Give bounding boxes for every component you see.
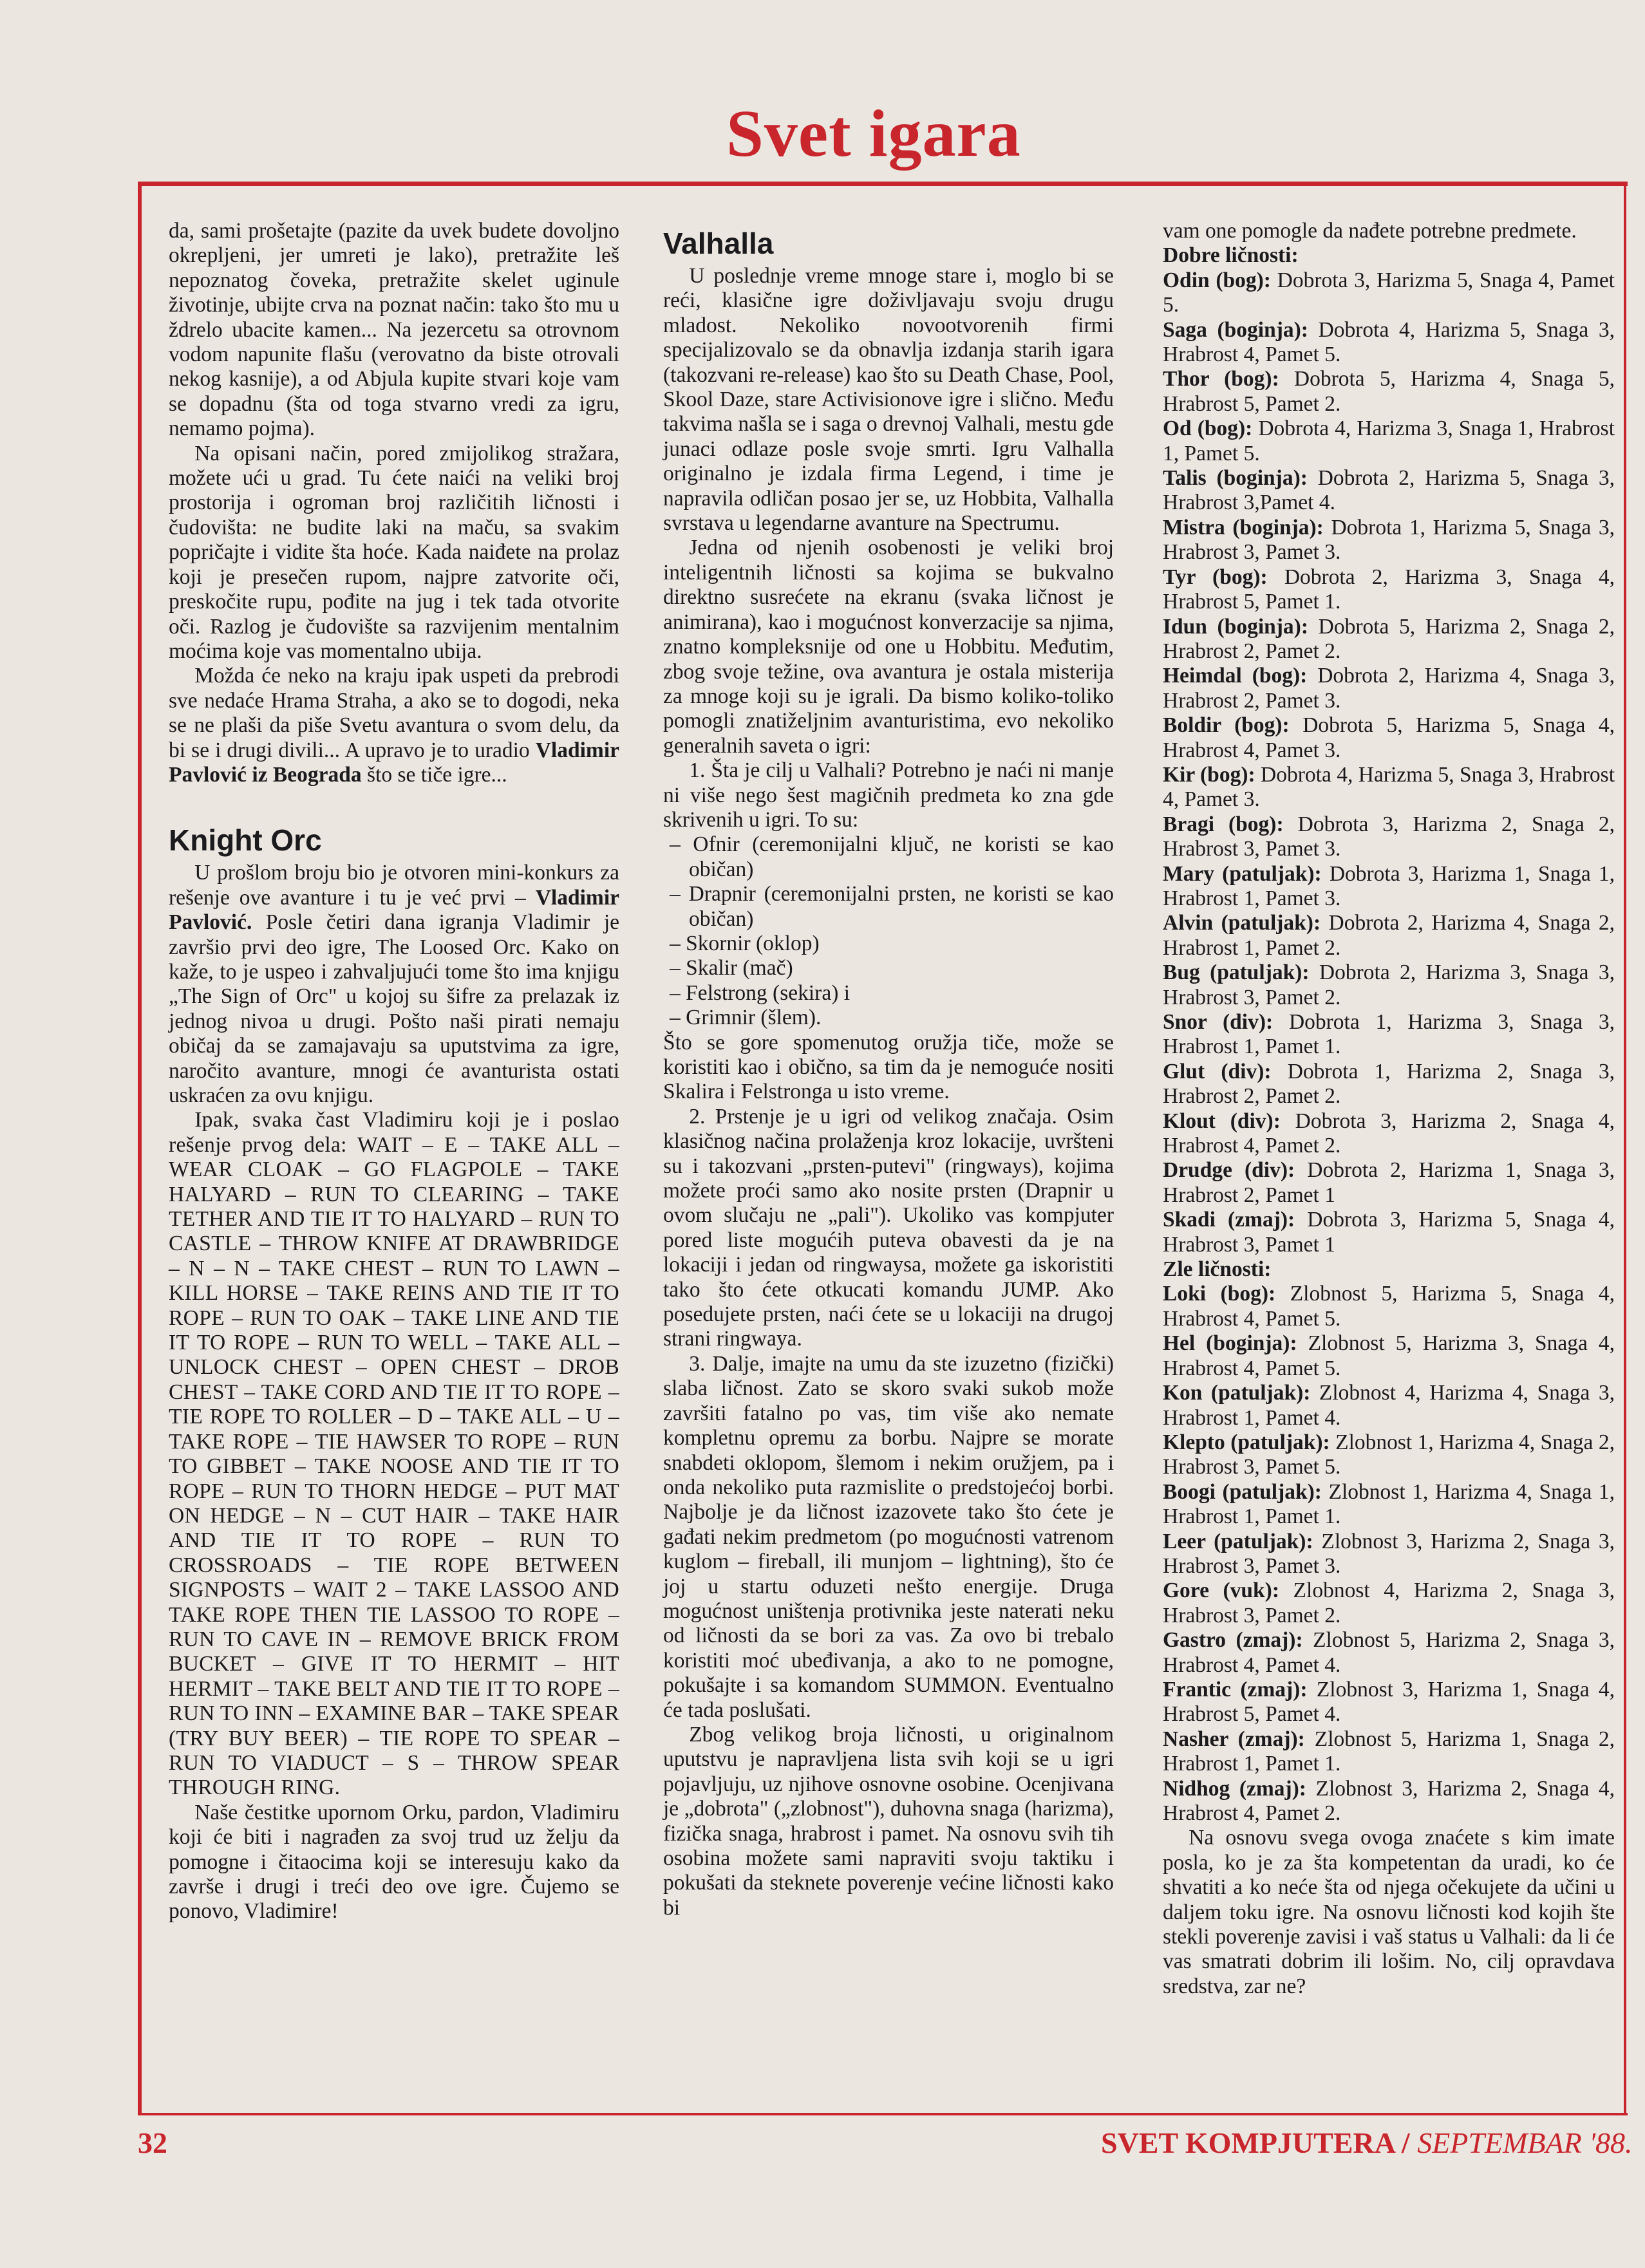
character-entry (1163, 615, 1615, 664)
author-name: Vladimir Pavlović iz Beograda (169, 738, 619, 787)
character-name: Nasher (zmaj): (1163, 1727, 1305, 1751)
character-entry (1163, 1060, 1615, 1109)
character-name: Mistra (boginja): (1163, 515, 1324, 539)
character-entry (1163, 1480, 1615, 1530)
character-name: Hel (boginja): (1163, 1331, 1297, 1356)
character-entry (1163, 1158, 1615, 1208)
character-entry (1163, 1282, 1615, 1331)
good-characters-list (1163, 268, 1615, 1257)
character-stats: Zlobnost 3, Harizma 2, Snaga 4, Hrabrost 4, Pamet 2. (1163, 1776, 1615, 1825)
column-left (169, 219, 619, 1924)
character-name: Klout (div): (1163, 1109, 1281, 1133)
character-name: Gastro (zmaj): (1163, 1628, 1303, 1653)
character-entry (1163, 713, 1615, 763)
character-entry (1163, 1331, 1615, 1381)
character-stats: Dobrota 4, Harizma 5, Snaga 3, Hrabrost 4, Pamet 3. (1163, 762, 1615, 812)
character-name: Alvin (patuljak): (1163, 911, 1321, 935)
character-entry (1163, 812, 1615, 862)
paragraph: Na opisani način, pored zmijolikog stražara, možete ući u grad. Tu ćete naići na veliki broj prostorija i ogroman broj različitih ličnosti i čudovišta: ne budite laki na maču, sa svakim popričajte i vidite šta hoće. Kada naiđete na prolaz koji je presečen rupom, najpre zatvorite oči, preskočite rupu, pođite na jug i tek tada otvorite oči. Razlog je čudovište sa razvijenim mentalnim moćima koje vas momentalno ubija. (169, 441, 619, 663)
list-item: – Drapnir (ceremonijalni prsten, ne koristi se kao običan) (670, 882, 1114, 931)
header-rule (138, 182, 1628, 186)
character-entry (1163, 911, 1615, 961)
character-name: Nidhog (zmaj): (1163, 1776, 1306, 1801)
character-name: Odin (bog): (1163, 268, 1271, 292)
magazine-name: SVET KOMPJUTERA / (1101, 2126, 1410, 2159)
character-entry (1163, 1530, 1615, 1579)
page-number: 32 (138, 2126, 167, 2159)
character-name: Kon (patuljak): (1163, 1381, 1311, 1405)
character-entry (1163, 565, 1615, 615)
character-stats: Dobrota 5, Harizma 2, Snaga 2, Hrabrost 2, Pamet 2. (1163, 614, 1615, 663)
evil-characters-list (1163, 1282, 1615, 1826)
paragraph: Na osnovu svega ovoga znaćete s kim imate posla, ko je za šta kompetentan da uradi, ko će shvatiti a ko neće šta od njega očekujete da učini u daljem toku igre. Na osnovu ličnosti kod kojih šte stekli poverenje zavisi i vaš status u Valhali: da li će vas smatrati dobrim ili lošim. No, cilj opravdava sredstva, zar ne? (1163, 1826, 1615, 1998)
character-name: Talis (boginja): (1163, 466, 1308, 491)
character-stats: Dobrota 5, Harizma 4, Snaga 5, Hrabrost 5, Pamet 2. (1163, 367, 1615, 416)
character-stats: Zlobnost 4, Harizma 2, Snaga 3, Hrabrost 3, Pamet 2. (1163, 1579, 1615, 1627)
paragraph: 2. Prstenje je u igri od velikog značaja. Osim klasičnog načina prolaženja kroz lokacije, uvršteni su i takozvani „prsten-putevi" (ringways), kojima možete proći samo ako nosite prsten (Drapnir u ovom slučaju ne „pali"). Ukoliko vas kompjuter pored liste mogućih puteva obavesti da je na lokaciji i jedan od ringwaysa, možete ga iskoristiti tako što ćete otkucati komandu JUMP. Ako posedujete prsten, naći ćete se u lokaciji na drugoj strani ringwaya. (663, 1104, 1114, 1351)
character-name: Saga (boginja): (1163, 317, 1308, 342)
character-entry (1163, 1010, 1615, 1060)
issue-date: SEPTEMBAR '88. (1417, 2126, 1633, 2159)
character-entry (1163, 268, 1615, 318)
character-name: Loki (bog): (1163, 1282, 1276, 1306)
character-entry (1163, 1208, 1615, 1257)
character-stats: Zlobnost 1, Harizma 4, Snaga 2, Hrabrost 3, Pamet 5. (1163, 1430, 1615, 1479)
paragraph-text: Posle četiri dana igranja Vladimir je završio prvi deo igre, The Loosed Orc. Kako on kaže, to je uspeo i zahvaljujući tome što ima knjigu „The Sign of Orc" u kojoj su šifre za prelazak iz jednog nivoa u drugi. Pošto naši pirati nemaju običaj da se zamajavaju sa uputstvima za igre, naročito avanture, mnogi će avanturista ostati uskraćen za ovu knjigu. (169, 910, 619, 1107)
character-name: Snor (div): (1163, 1010, 1274, 1034)
character-entry (1163, 1678, 1615, 1727)
paragraph: 1. Šta je cilj u Valhali? Potrebno je naći ni manje ni više nego šest magičnih predmeta ko zna gde skrivenih u igri. To su: (663, 758, 1114, 832)
list-item: – Skalir (mač) (670, 956, 793, 980)
character-name: Thor (bog): (1163, 367, 1279, 391)
character-entry (1163, 1727, 1615, 1777)
paragraph: U poslednje vreme mnoge stare i, moglo bi se reći, klasične igre doživljavaju svoju drugu mladost. Nekoliko novootvorenih firmi specijalizovalo se da obnavlja izdanja starih igara (takozvani re-release) kao što su Death Chase, Pool, Skool Daze, stare Activisionove igre i slično. Među takvima našla se i saga o drevnoj Valhali, mestu gde junaci odlaze posle svoje smrti. Igru Valhalla originalno je izdala firma Legend, i time je napravila odličan posao jer se, uz Hobbita, Valhalla svrstava u legendarne avanture na Spectrumu. (663, 264, 1114, 536)
character-stats: Zlobnost 5, Harizma 3, Snaga 4, Hrabrost 4, Pamet 5. (1163, 1331, 1615, 1380)
paragraph-text: Možda će neko na kraju ipak uspeti da prebrodi sve nedaće Hrama Straha, a ako se to dogodi, neka se ne plaši da piše Svetu avantura o svom delu, da bi se i drugi divili... A upravo je to uradio (169, 664, 619, 762)
character-stats: Dobrota 3, Harizma 5, Snaga 4, Hrabrost 3, Pamet 1 (1163, 1208, 1615, 1257)
paragraph: da, sami prošetajte (pazite da uvek budete dovoljno okrepljeni, jer umreti je lako), pretražite leš nepoznatog čoveka, pretražite skelet uginule životinje, ubijte crva na poznat način: tako što mu u ždrelo ubacite kamen... Na jezercetu sa otrovnom vodom napunite flašu (verovatno da biste otrovali nekog kasnije), a od Abjula kupite stvari koje vam se dopadnu (šta od toga stvarno vredi za igru, nemamo pojma). (169, 219, 619, 441)
column-right (1163, 219, 1615, 1999)
character-entry (1163, 417, 1615, 466)
paragraph (169, 664, 619, 787)
list-item: – Grimnir (šlem). (670, 1006, 822, 1030)
character-name: Bug (patuljak): (1163, 961, 1310, 985)
character-name: Skadi (zmaj): (1163, 1208, 1295, 1232)
character-entry (1163, 763, 1615, 812)
character-name: Leer (patuljak): (1163, 1529, 1313, 1553)
character-stats: Dobrota 4, Harizma 5, Snaga 3, Hrabrost 4, Pamet 5. (1163, 317, 1615, 367)
left-border-rule (138, 182, 142, 2113)
character-name: Bragi (bog): (1163, 812, 1284, 836)
paragraph (169, 861, 619, 1108)
character-stats: Dobrota 2, Harizma 3, Snaga 3, Hrabrost 3, Pamet 2. (1163, 961, 1615, 1009)
character-entry (1163, 1579, 1615, 1628)
character-stats: Dobrota 2, Harizma 3, Snaga 4, Hrabrost 5, Pamet 1. (1163, 565, 1615, 614)
character-name: Od (bog): (1163, 417, 1253, 441)
character-stats: Zlobnost 3, Harizma 2, Snaga 3, Hrabrost 3, Pamet 3. (1163, 1529, 1615, 1578)
paragraph: Jedna od njenih osobenosti je veliki broj inteligentnih ličnosti sa kojima se bukvalno direktno susrećete na ekranu (svaka ličnost je animirana), kao i mogućnost konverzacije sa njima, znatno kompleksnije od one u Hobbitu. Međutim, zbog svoje težine, ova avantura je ostala misterija za mnoge koji su je igrali. Da bismo koliko-toliko pomogli znatiželjnim avanturistima, evo nekoliko generalnih saveta o igri: (663, 536, 1114, 758)
character-name: Boldir (bog): (1163, 713, 1290, 738)
character-entry (1163, 664, 1615, 713)
paragraph: Naše čestitke upornom Orku, pardon, Vladimiru koji će biti i nagrađen za svoj trud uz želju da pomogne i čitaocima koji se interesuju kako da završe i drugi i treći deo ove igre. Čujemo se ponovo, Vladimire! (169, 1800, 619, 1924)
character-stats: Dobrota 2, Harizma 4, Snaga 3, Hrabrost 2, Pamet 3. (1163, 664, 1615, 713)
character-stats: Dobrota 1, Harizma 5, Snaga 3, Hrabrost 3, Pamet 3. (1163, 515, 1615, 565)
character-name: Idun (boginja): (1163, 614, 1308, 639)
article-heading-knight-orc: Knight Orc (169, 823, 322, 858)
character-stats: Dobrota 5, Harizma 5, Snaga 4, Hrabrost 4, Pamet 3. (1163, 713, 1615, 762)
character-stats: Dobrota 1, Harizma 2, Snaga 3, Hrabrost 2, Pamet 2. (1163, 1059, 1615, 1109)
paragraph: 3. Dalje, imajte na umu da ste izuzetno (fizički) slaba ličnost. Zato se skoro svaki sukob može završiti fatalno po vas, tim više ako nemate kompletnu opremu za borbu. Najpre se morate snabdeti oklopom, šlemom i nekim oružjem, pa i onda nekoliko puta razmislite o predstojećoj borbi. Najbolje je da ličnost izazovete tako što ćete je gađati nekim predmetom (po mogućnosti vatrenom kuglom – fireball, ili munjom – lightning), što će joj u startu oduzeti nešto energije. Druga mogućnost uništenja protivnika jeste naterati neku od ličnosti da se bori za vas. Za ovo bi trebalo koristiti moć ubeđivanja, a ako to ne pomogne, pokušajte i sa komandom SUMMON. Eventualno će tada poslušati. (663, 1351, 1114, 1722)
character-name: Gore (vuk): (1163, 1579, 1279, 1603)
paragraph: Zbog velikog broja ličnosti, u originalnom uputstvu je napravljena lista svih koji se u igri pojavljuju, uz njihove osnovne osobine. Ocenjivana je „dobrota" („zlobnost"), duhovna snaga (harizma), fizička snaga, hrabrost i pamet. Na osnovu svih tih osobina možete sami napraviti svoju taktiku i pokušati da steknete poverenje većine ličnosti kako bi (663, 1722, 1114, 1920)
character-entry (1163, 1777, 1615, 1826)
character-stats: Zlobnost 4, Harizma 4, Snaga 3, Hrabrost 1, Pamet 4. (1163, 1381, 1615, 1430)
article-heading-valhalla: Valhalla (663, 227, 774, 260)
character-name: Boogi (patuljak): (1163, 1479, 1322, 1504)
character-stats: Dobrota 3, Harizma 2, Snaga 2, Hrabrost 3, Pamet 3. (1163, 812, 1615, 861)
character-stats: Dobrota 3, Harizma 2, Snaga 4, Hrabrost 4, Pamet 2. (1163, 1109, 1615, 1158)
character-name: Kir (bog): (1163, 762, 1255, 787)
character-entry (1163, 961, 1615, 1010)
character-stats: Dobrota 4, Harizma 3, Snaga 1, Hrabrost 1, Pamet 5. (1163, 417, 1615, 465)
character-entry (1163, 466, 1615, 516)
character-name: Heimdal (bog): (1163, 664, 1308, 688)
character-name: Frantic (zmaj): (1163, 1677, 1308, 1701)
paragraph: Što se gore spomenutog oružja tiče, može se koristiti kao i obično, sa tim da je nemoguće nositi Skalira i Felstronga u isto vreme. (663, 1030, 1114, 1104)
character-entry (1163, 1109, 1615, 1159)
footer-rule (138, 2113, 1628, 2115)
list-item: – Felstrong (sekira) i (670, 980, 851, 1005)
character-stats: Zlobnost 3, Harizma 1, Snaga 4, Hrabrost 5, Pamet 4. (1163, 1677, 1615, 1727)
character-entry (1163, 1628, 1615, 1678)
character-entry (1163, 318, 1615, 368)
right-border-rule (1624, 182, 1626, 2115)
paragraph-text: U prošlom broju bio je otvoren mini-konkurs za rešenje ove avanture i tu je već prvi – (169, 861, 619, 910)
character-stats: Zlobnost 5, Harizma 2, Snaga 3, Hrabrost 4, Pamet 4. (1163, 1628, 1615, 1677)
list-item: – Ofnir (ceremonijalni ključ, ne koristi se kao običan) (670, 832, 1114, 881)
character-stats: Dobrota 2, Harizma 1, Snaga 3, Hrabrost 2, Pamet 1 (1163, 1158, 1615, 1207)
character-stats: Zlobnost 5, Harizma 5, Snaga 4, Hrabrost 4, Pamet 5. (1163, 1282, 1615, 1331)
character-stats: Dobrota 3, Harizma 1, Snaga 1, Hrabrost 1, Pamet 3. (1163, 861, 1615, 910)
magazine-footer (1101, 2126, 1633, 2160)
character-stats: Dobrota 2, Harizma 4, Snaga 2, Hrabrost 1, Pamet 2. (1163, 911, 1615, 960)
character-stats: Dobrota 2, Harizma 5, Snaga 3, Hrabrost 3,Pamet 4. (1163, 466, 1615, 515)
character-entry (1163, 1430, 1615, 1480)
character-name: Glut (div): (1163, 1059, 1272, 1083)
paragraph-text: što se tiče igre... (366, 762, 507, 787)
character-name: Drudge (div): (1163, 1158, 1295, 1183)
list-item: – Skornir (oklop) (670, 931, 820, 955)
character-entry (1163, 862, 1615, 912)
character-name: Mary (patuljak): (1163, 861, 1322, 886)
section-title: Svet igara (726, 97, 1021, 171)
evil-characters-heading: Zle ličnosti: (1163, 1257, 1272, 1282)
walkthrough-paragraph: Ipak, svaka čast Vladimiru koji je i poslao rešenje prvog dela: WAIT – E – TAKE ALL – WEAR CLOAK – GO FLAGPOLE – TAKE HALYARD – RUN TO CLEARING – TAKE TETHER AND TIE IT TO HALYARD – RUN TO CASTLE – THROW KNIFE AT DRAWBRIDGE – N – N – TAKE CHEST – RUN TO LAWN – KILL HORSE – TAKE REINS AND TIE IT TO ROPE – RUN TO OAK – TAKE LINE AND TIE IT TO ROPE – RUN TO WELL – TAKE ALL – UNLOCK CHEST – OPEN CHEST – DROB CHEST – TAKE CORD AND TIE IT TO ROPE – TIE ROPE TO ROLLER – D – TAKE ALL – U – TAKE ROPE – TIE HAWSER TO ROPE – RUN TO GIBBET – TAKE NOOSE AND TIE IT TO ROPE – RUN TO THORN HEDGE – PUT MAT ON HEDGE – N – CUT HAIR – TAKE HAIR AND TIE IT TO ROPE – RUN TO CROSSROADS – TIE ROPE BETWEEN SIGNPOSTS – WAIT 2 – TAKE LASSOO AND TAKE ROPE THEN TIE LASSOO TO ROPE – RUN TO CAVE IN – REMOVE BRICK FROM BUCKET – GIVE IT TO HERMIT – HIT HERMIT – TAKE BELT AND TIE IT TO ROPE – RUN TO INN – EXAMINE BAR – TAKE SPEAR (TRY BUY BEER) – TIE ROPE TO SPEAR – RUN TO VIADUCT – S – THROW SPEAR THROUGH RING. (169, 1108, 619, 1800)
character-stats: Zlobnost 5, Harizma 1, Snaga 2, Hrabrost 1, Pamet 1. (1163, 1727, 1615, 1776)
character-stats: Dobrota 1, Harizma 3, Snaga 3, Hrabrost 1, Pamet 1. (1163, 1010, 1615, 1059)
column-middle (663, 227, 1114, 1920)
character-name: Klepto (patuljak): (1163, 1430, 1330, 1454)
character-name: Tyr (bog): (1163, 565, 1268, 589)
character-entry (1163, 1381, 1615, 1430)
character-stats: Dobrota 3, Harizma 5, Snaga 4, Pamet 5. (1163, 268, 1615, 317)
author-name: Vladimir Pavlović. (169, 885, 619, 935)
magic-items-list (663, 832, 1114, 1030)
good-characters-heading: Dobre ličnosti: (1163, 243, 1299, 268)
character-entry (1163, 516, 1615, 565)
paragraph: vam one pomogle da nađete potrebne predmete. (1163, 219, 1577, 243)
character-entry (1163, 367, 1615, 417)
character-stats: Zlobnost 1, Harizma 4, Snaga 1, Hrabrost 1, Pamet 1. (1163, 1479, 1615, 1529)
